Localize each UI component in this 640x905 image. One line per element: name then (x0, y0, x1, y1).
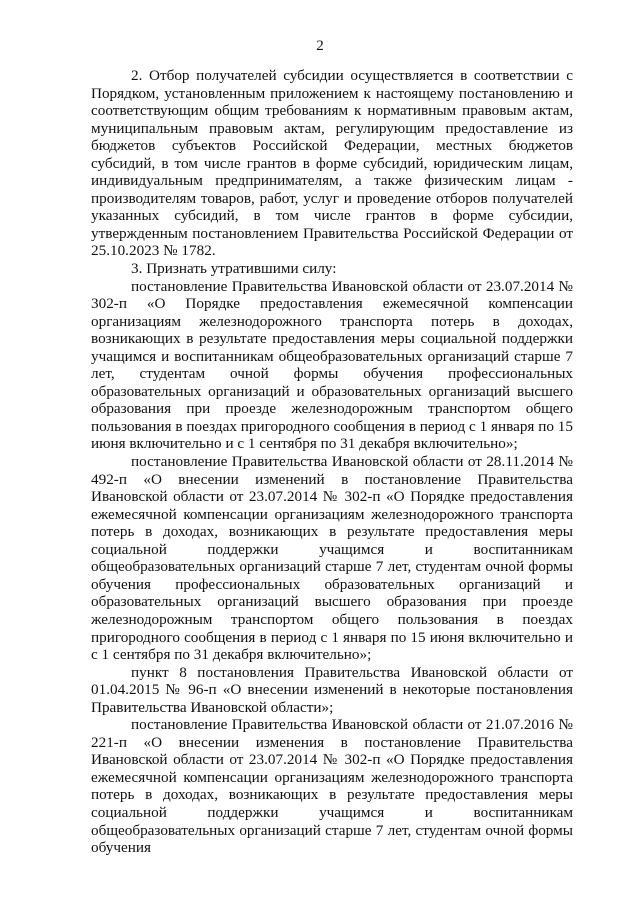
repealed-act-492p: постановление Правительства Ивановской области от 28.11.2014 № 492-п «О внесении изменений в постановление Правительства Ивановской области от 23.07.2014 № 302-п «О Порядке предоставления ежемесячной компенсации организациям железнодорожного транспорта потерь в доходах, возникающих в результате предоставления меры социальной поддержки учащимся и воспитанникам общеобразовательных организаций старше 7 лет, студентам очной формы обучения профессиональных образовательных организаций и образовательных организаций высшего образования при проезде железнодорожным транспортом общего пользования в поездах пригородного сообщения в период с 1 января по 15 июня включительно и с 1 сентября по 31 декабря включительно»; (91, 453, 573, 664)
paragraph-item-3: 3. Признать утратившими силу: (131, 260, 337, 278)
document-body (91, 67, 573, 857)
paragraph-item-2: 2. Отбор получателей субсидии осуществляется в соответствии с Порядком, установленным приложением к настоящему постановлению и соответствующим общим требованиям к нормативным правовым актам, муниципальным правовым актам, регулирующим предоставление из бюджетов субъектов Российской Федерации, местных бюджетов субсидий, в том числе грантов в форме субсидий, юридическим лицам, индивидуальным предпринимателям, а также физическим лицам - производителям товаров, работ, услуг и проведение отборов получателей указанных субсидий, в том числе грантов в форме субсидии, утвержденным постановлением Правительства Российской Федерации от 25.10.2023 № 1782. (91, 67, 573, 260)
repealed-act-221p: постановление Правительства Ивановской области от 21.07.2016 № 221-п «О внесении изменения в постановление Правительства Ивановской области от 23.07.2014 № 302-п «О Порядке предоставления ежемесячной компенсации организациям железнодорожного транспорта потерь в доходах, возникающих в результате предоставления меры социальной поддержки учащимся и воспитанникам общеобразовательных организаций старше 7 лет, студентам очной формы обучения (91, 716, 573, 857)
repealed-act-96p-clause-8: пункт 8 постановления Правительства Ивановской области от 01.04.2015 № 96-п «О внесении изменений в некоторые постановления Правительства Ивановской области»; (91, 663, 573, 716)
page-number: 2 (316, 38, 324, 54)
repealed-act-302p: постановление Правительства Ивановской области от 23.07.2014 № 302-п «О Порядке предоставления ежемесячной компенсации организациям железнодорожного транспорта потерь в доходах, возникающих в результате предоставления меры социальной поддержки учащимся и воспитанникам общеобразовательных организаций старше 7 лет, студентам очной формы обучения профессиональных образовательных организаций и образовательных организаций высшего образования при проезде железнодорожным транспортом общего пользования в поездах пригородного сообщения в период с 1 января по 15 июня включительно и с 1 сентября по 31 декабря включительно»; (91, 277, 573, 453)
